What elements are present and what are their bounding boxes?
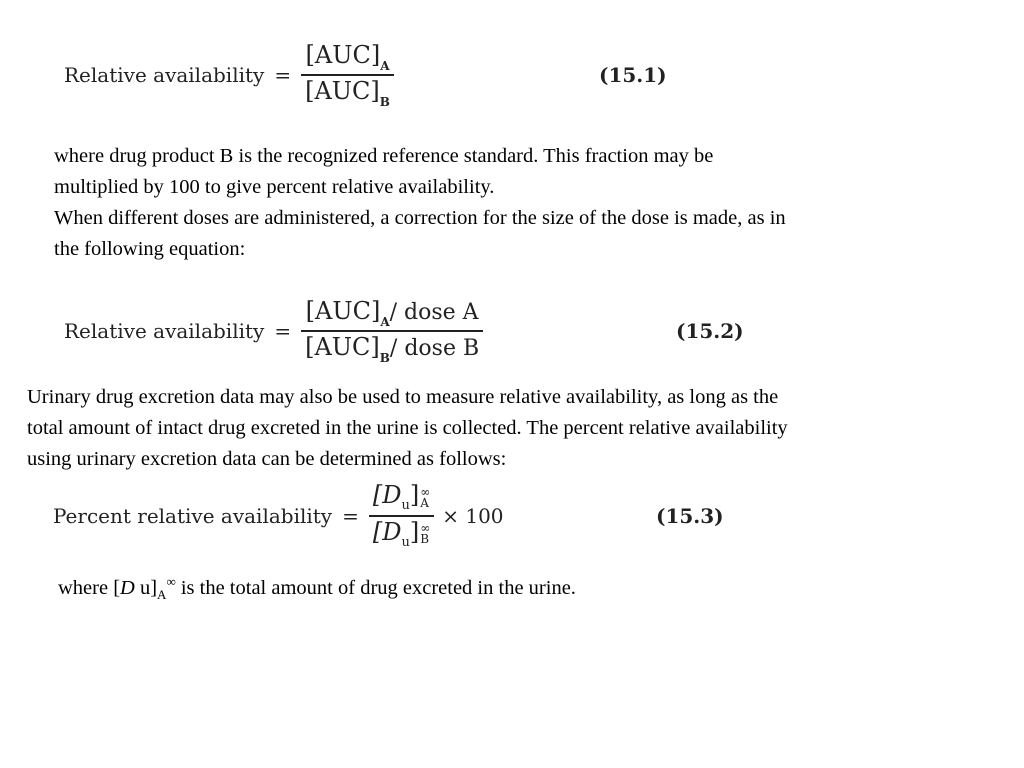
fraction — [301, 296, 483, 366]
du-term — [372, 481, 420, 514]
equation-lhs: Percent relative availability — [53, 504, 333, 528]
note-variable: D — [120, 576, 135, 599]
note-text: where [ — [58, 576, 121, 599]
fraction — [301, 40, 394, 110]
sup-sub — [420, 523, 430, 545]
subscript: u — [401, 534, 410, 550]
equation-15-1 — [64, 41, 667, 109]
superscript: ∞ — [420, 521, 431, 536]
auc-term: [AUC] — [305, 76, 380, 105]
equals-sign: = — [274, 319, 292, 343]
fraction — [369, 480, 434, 552]
sup-sub — [420, 484, 431, 510]
note-text: u] — [134, 576, 158, 599]
equals-sign: = — [274, 63, 292, 87]
equation-15-2 — [64, 297, 744, 365]
denominator — [301, 76, 394, 110]
auc-term: [AUC] — [305, 41, 381, 70]
equation-lhs: Relative availability — [64, 319, 265, 343]
text-line: Urinary drug excretion data may also be used to measure relative availability, as long as the — [27, 386, 779, 408]
superscript: ∞ — [420, 484, 431, 499]
du-symbol: [D — [372, 481, 402, 510]
equation-lhs: Relative availability — [64, 63, 265, 87]
subscript: A — [380, 315, 390, 330]
equals-sign: = — [342, 504, 359, 528]
subscript: u — [401, 498, 410, 514]
du-symbol: [D — [372, 517, 402, 546]
paragraph-urinary-excretion — [27, 382, 788, 475]
bracket: ] — [409, 517, 420, 546]
definition-note — [58, 574, 576, 603]
subscript: B — [379, 350, 390, 365]
note-superscript: ∞ — [166, 574, 176, 589]
numerator — [369, 480, 434, 515]
text-line: the following equation: — [54, 238, 246, 260]
numerator — [302, 296, 483, 330]
auc-term: [AUC] — [305, 332, 380, 361]
text-line: where drug product B is the recognized reference standard. This fraction may be — [54, 145, 714, 167]
auc-term: [AUC] — [305, 297, 381, 326]
subscript: A — [420, 495, 429, 510]
numerator — [302, 40, 394, 74]
dose-term: / dose A — [389, 300, 479, 326]
bracket: ] — [409, 481, 420, 510]
paragraph-reference-standard — [54, 141, 786, 265]
equation-number: (15.1) — [599, 63, 667, 87]
equation-number: (15.3) — [656, 504, 724, 528]
text-line: using urinary excretion data can be determined as follows: — [27, 448, 507, 470]
text-line: multiplied by 100 to give percent relative availability. — [54, 176, 495, 198]
dose-term: / dose B — [389, 335, 480, 361]
subscript: B — [379, 94, 390, 109]
subscript: A — [380, 59, 390, 74]
multiplier: × 100 — [442, 504, 504, 528]
text-line: When different doses are administered, a correction for the size of the dose is made, as in — [54, 207, 786, 229]
subscript: B — [420, 532, 430, 547]
denominator — [301, 332, 483, 366]
denominator — [369, 517, 434, 552]
du-term — [372, 517, 420, 550]
note-subscript: A — [157, 586, 167, 602]
equation-15-3 — [53, 481, 724, 550]
text-line: total amount of intact drug excreted in the urine is collected. The percent relative availability — [27, 417, 788, 439]
equation-number: (15.2) — [676, 319, 744, 343]
note-text: is the total amount of drug excreted in the urine. — [175, 576, 576, 599]
